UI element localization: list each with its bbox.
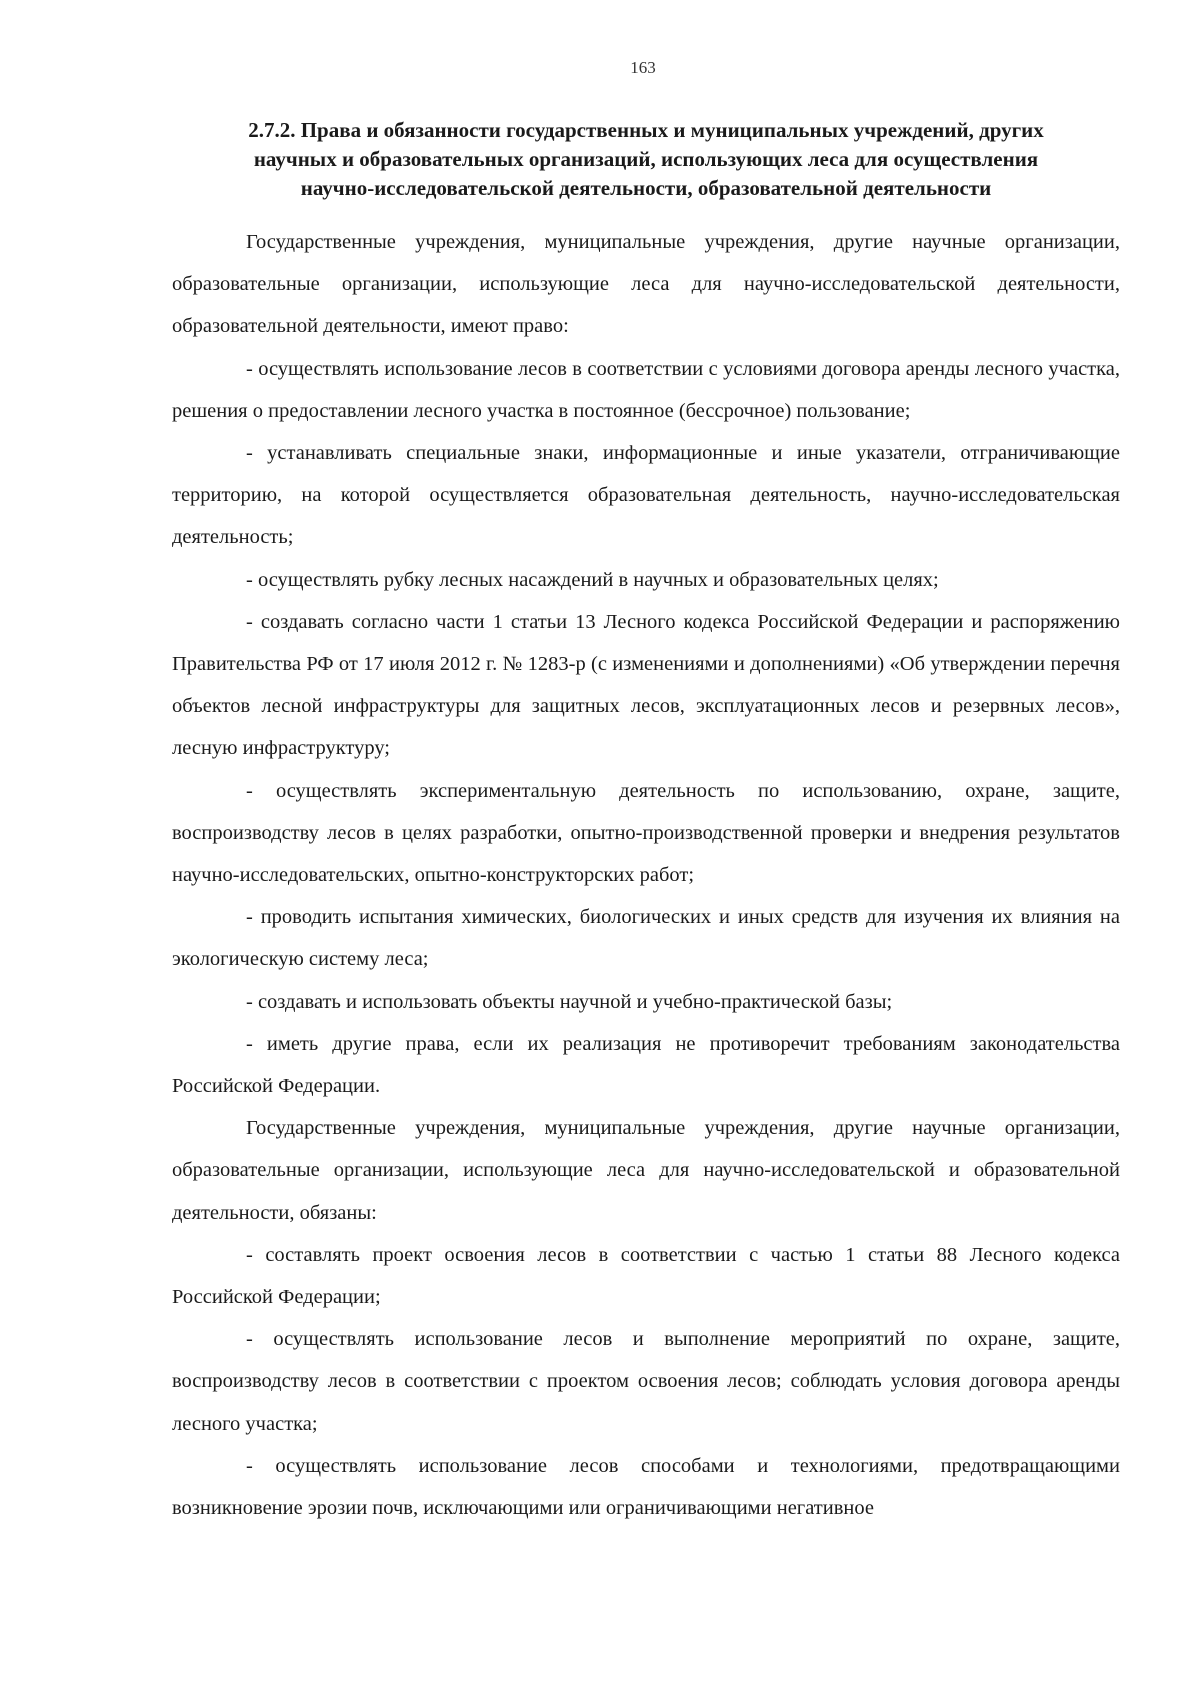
list-item-right: - осуществлять использование лесов в соответствии с условиями договора аренды лесного участка, решения о предоставлении лесного участка в постоянное (бессрочное) пользование;	[172, 357, 1120, 422]
list-item-duty: - осуществлять использование лесов способами и технологиями, предотвращающими возникновение эрозии почв, исключающими или ограничивающими негативное	[172, 1454, 1120, 1520]
list-item-right: - проводить испытания химических, биологических и иных средств для изучения их влияния на экологическую систему леса;	[172, 906, 1120, 971]
list-item-right: - устанавливать специальные знаки, информационные и иные указатели, отграничивающие территорию, на которой осуществляется образовательная деятельность, научно-исследовательская деятельность;	[172, 442, 1120, 549]
section-heading	[172, 116, 1120, 203]
page-number: 163	[630, 58, 656, 77]
list-item-right: - осуществлять рубку лесных насаждений в научных и образовательных целях;	[246, 568, 939, 591]
document-body	[172, 116, 1120, 1529]
section-heading-line: научно-исследовательской деятельности, образовательной деятельности	[300, 176, 992, 200]
list-item-right: - создавать согласно части 1 статьи 13 Лесного кодекса Российской Федерации и распоряжению Правительства РФ от 17 июля 2012 г. № 1283-р (с изменениями и дополнениями) «Об утверждении перечня объектов лесной инфраструктуры для защитных лесов, эксплуатационных лесов и резервных лесов», лесную инфраструктуру;	[172, 610, 1120, 760]
section-heading-line: научных и образовательных организаций, использующих леса для осуществления	[253, 147, 1039, 171]
section-heading-line: 2.7.2. Права и обязанности государственных и муниципальных учреждений, других	[248, 118, 1044, 142]
list-item-duty: - осуществлять использование лесов и выполнение мероприятий по охране, защите, воспроизводству лесов в соответствии с проектом освоения лесов; соблюдать условия договора аренды лесного участка;	[172, 1328, 1120, 1435]
paragraph-duties-intro: Государственные учреждения, муниципальные учреждения, другие научные организации, образовательные организации, использующие леса для научно-исследовательской и образовательной деятельности, обязаны:	[172, 1117, 1120, 1224]
list-item-right: - иметь другие права, если их реализация не противоречит требованиям законодательства Российской Федерации.	[172, 1032, 1120, 1098]
list-item-right: - создавать и использовать объекты научной и учебно-практической базы;	[246, 990, 893, 1013]
list-item-duty: - составлять проект освоения лесов в соответствии с частью 1 статьи 88 Лесного кодекса Российской Федерации;	[172, 1243, 1120, 1309]
list-item-right: - осуществлять экспериментальную деятельность по использованию, охране, защите, воспроизводству лесов в целях разработки, опытно-производственной проверки и внедрения результатов научно-исследовательских, опытно-конструкторских работ;	[172, 779, 1120, 887]
paragraph-rights-intro: Государственные учреждения, муниципальные учреждения, другие научные организации, образовательные организации, использующие леса для научно-исследовательской деятельности, образовательной деятельности, имеют право:	[172, 231, 1120, 338]
